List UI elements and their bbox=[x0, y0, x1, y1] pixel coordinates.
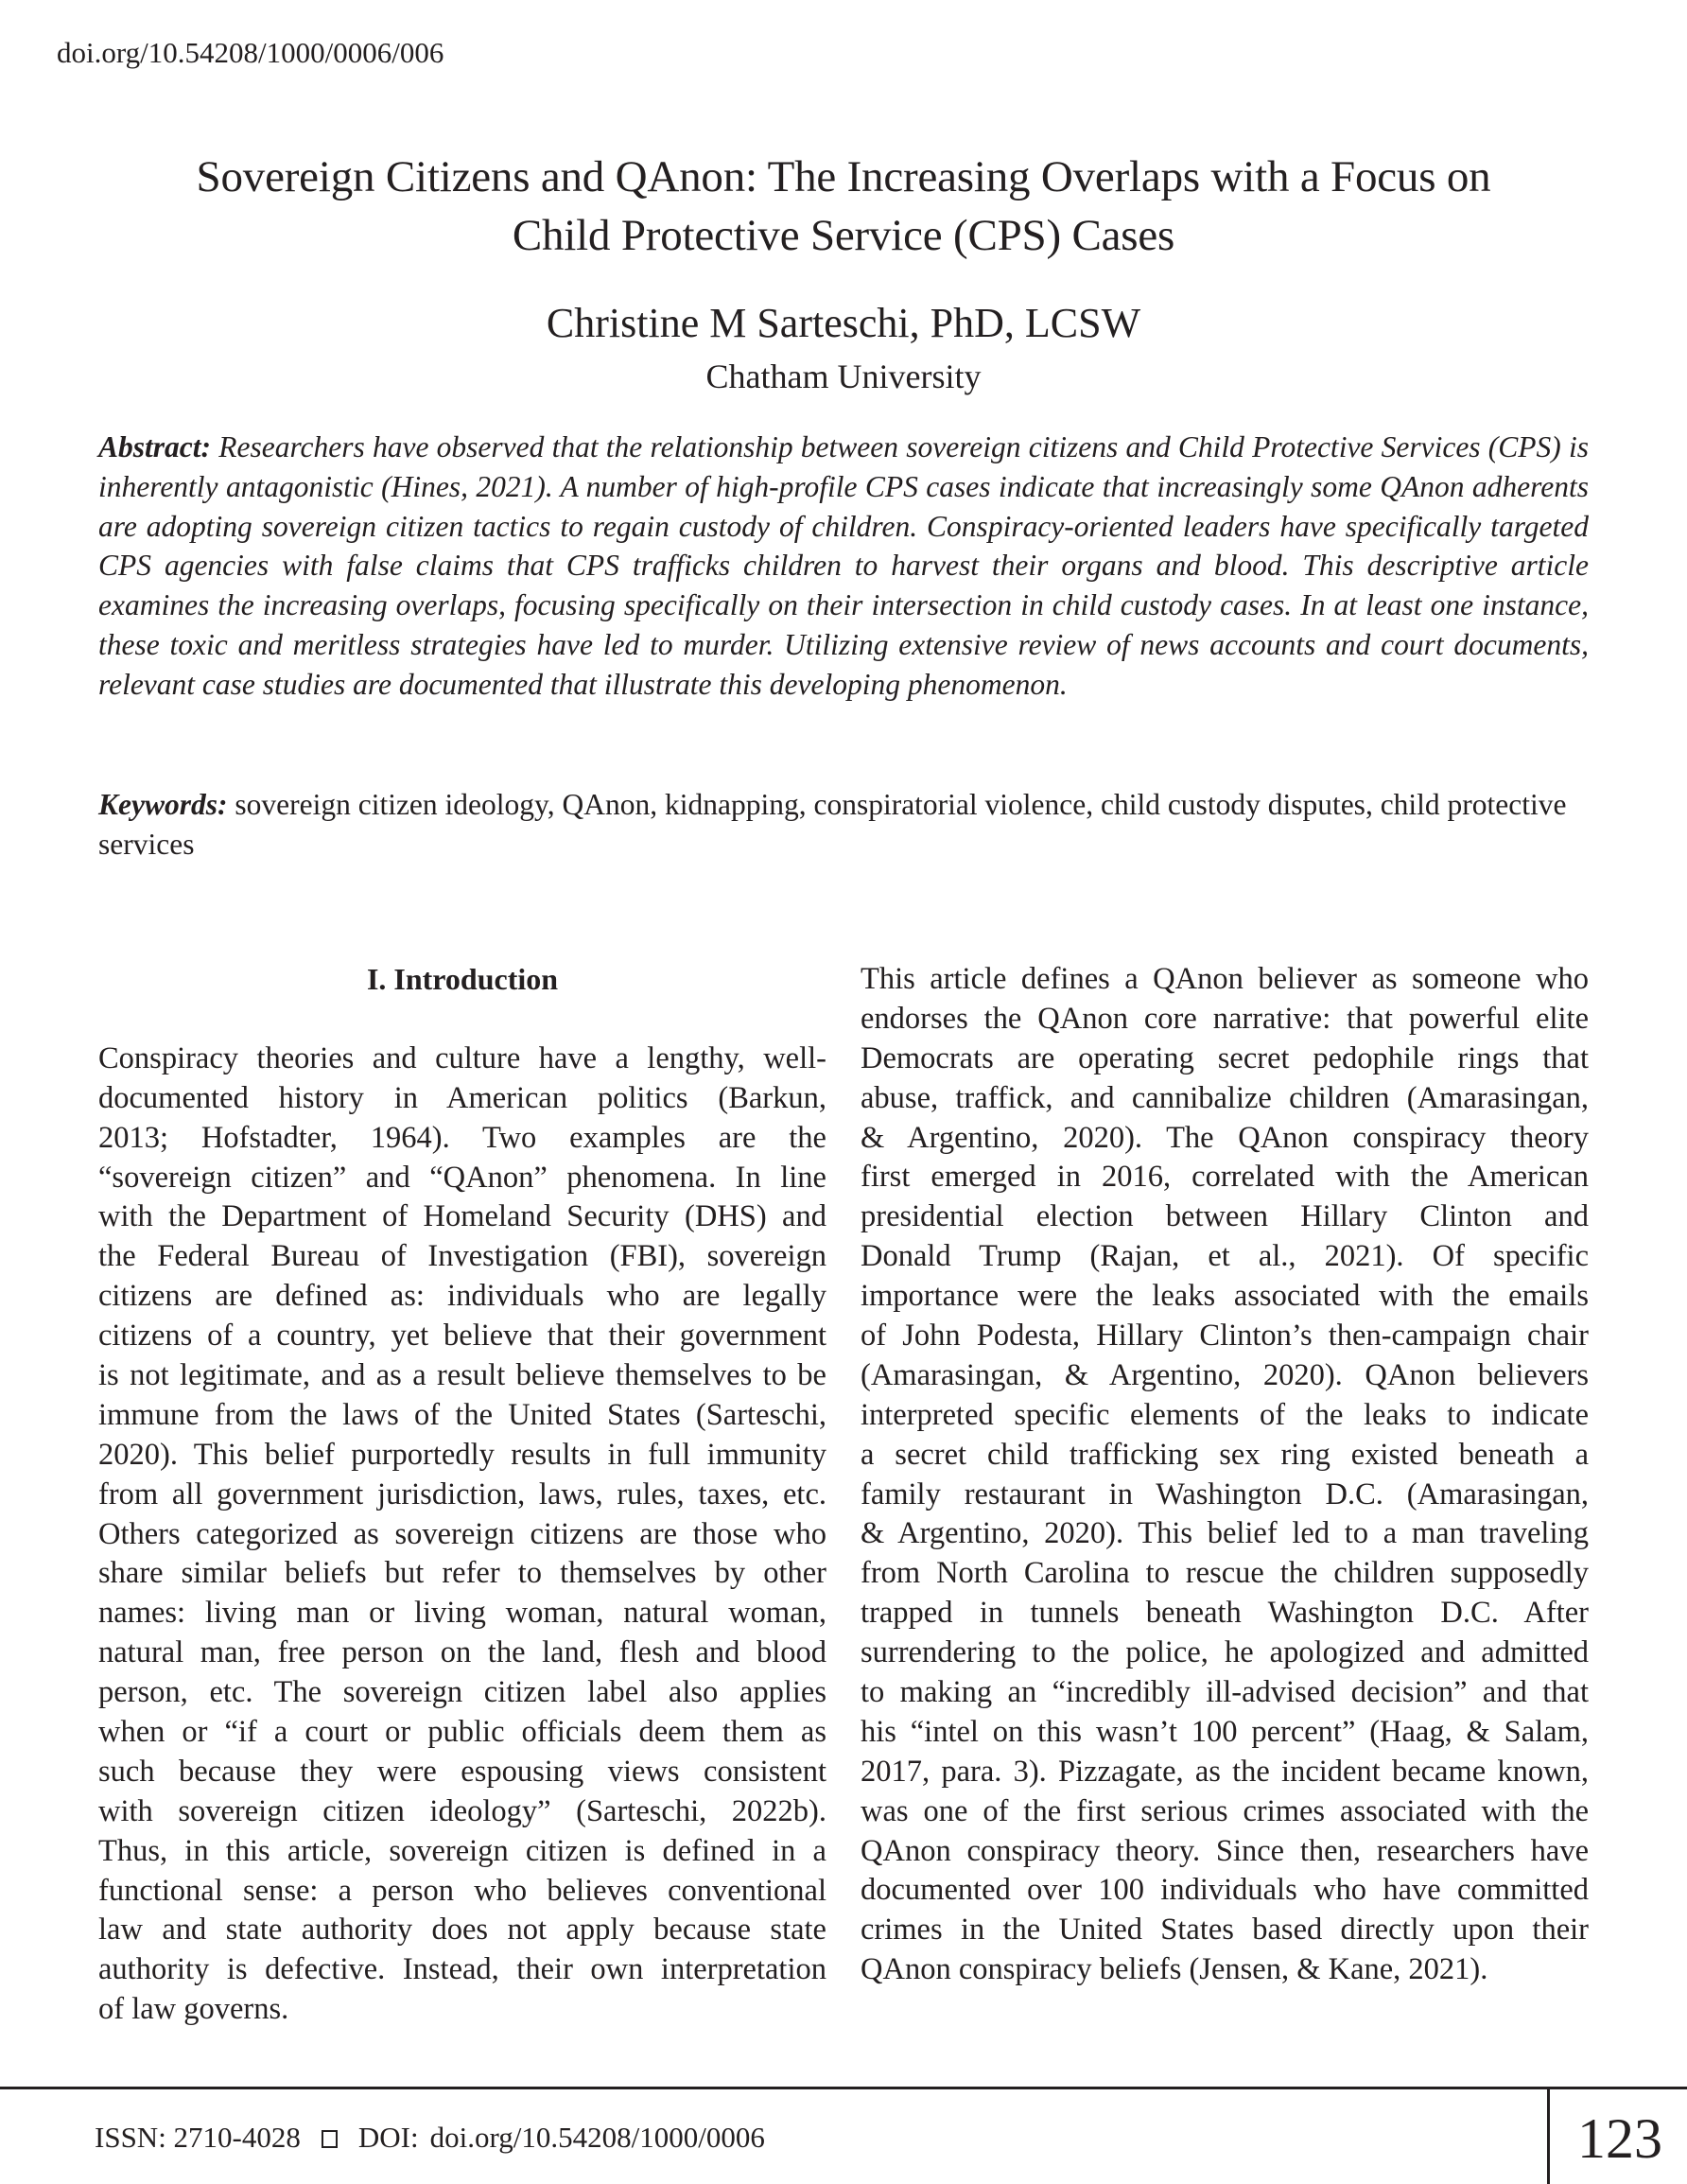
text-line: Thus, in this article, sovereign citizen is defined in a bbox=[98, 1833, 826, 1868]
text-line: Donald Trump (Rajan, et al., 2021). Of specific bbox=[861, 1239, 1589, 1274]
title-line-1: Sovereign Citizens and QAnon: The Increasing Overlaps with a Focus on bbox=[196, 152, 1491, 201]
text-line: functional sense: a person who believes conventional bbox=[98, 1873, 826, 1908]
text-line: 2020). This belief purportedly results in full immunity bbox=[98, 1437, 826, 1472]
text-line: importance were the leaks associated with the emails bbox=[861, 1279, 1589, 1314]
text-line: 2017, para. 3). Pizzagate, as the incident became known, bbox=[861, 1754, 1589, 1789]
text-line: presidential election between Hillary Clinton and bbox=[861, 1199, 1589, 1234]
text-line: documented history in American politics (Barkun, bbox=[98, 1080, 826, 1115]
text-line: & Argentino, 2020). This belief led to a man traveling bbox=[861, 1516, 1589, 1551]
left-column-text bbox=[98, 1040, 826, 2030]
text-line: from North Carolina to rescue the children supposedly bbox=[861, 1556, 1589, 1591]
text-line: is not legitimate, and as a result believe themselves to be bbox=[98, 1358, 826, 1393]
text-line: Others categorized as sovereign citizens are those who bbox=[98, 1516, 826, 1551]
keywords-label: Keywords: bbox=[98, 788, 228, 821]
header-doi: doi.org/10.54208/1000/0006/006 bbox=[57, 36, 444, 69]
text-line: names: living man or living woman, natural woman, bbox=[98, 1596, 826, 1631]
footer-issn: ISSN: 2710-4028 bbox=[95, 2121, 301, 2154]
text-line: This article defines a QAnon believer as someone who bbox=[861, 962, 1589, 996]
text-line: Democrats are operating secret pedophile rings that bbox=[861, 1040, 1589, 1075]
footer-info bbox=[95, 2119, 765, 2157]
page-number: 123 bbox=[1577, 2107, 1662, 2170]
text-line: of John Podesta, Hillary Clinton’s then-campaign chair bbox=[861, 1319, 1589, 1354]
text-line: crimes in the United States based directly upon their bbox=[861, 1913, 1589, 1948]
keywords bbox=[98, 785, 1589, 865]
text-line: natural man, free person on the land, flesh and blood bbox=[98, 1635, 826, 1670]
text-line: surrendering to the police, he apologized and admitted bbox=[861, 1635, 1589, 1670]
footer-divider bbox=[0, 2087, 1687, 2089]
text-line: citizens of a country, yet believe that their government bbox=[98, 1319, 826, 1354]
text-line: & Argentino, 2020). The QAnon conspiracy theory bbox=[861, 1120, 1589, 1155]
text-line: from all government jurisdiction, laws, rules, taxes, etc. bbox=[98, 1476, 826, 1511]
text-line: with the Department of Homeland Security (DHS) and bbox=[98, 1199, 826, 1234]
text-line: with sovereign citizen ideology” (Sarteschi, 2022b). bbox=[98, 1793, 826, 1828]
left-column bbox=[98, 960, 826, 2030]
text-line: a secret child trafficking sex ring existed beneath a bbox=[861, 1437, 1589, 1472]
text-line: share similar beliefs but refer to themselves by other bbox=[98, 1556, 826, 1591]
right-column-text bbox=[861, 960, 1589, 1990]
text-line: QAnon conspiracy theory. Since then, researchers have bbox=[861, 1833, 1589, 1868]
keywords-text: sovereign citizen ideology, QAnon, kidnapping, conspiratorial violence, child custody disputes, child protective services bbox=[98, 788, 1567, 861]
text-line: 2013; Hofstadter, 1964). Two examples are the bbox=[98, 1120, 826, 1155]
text-line: citizens are defined as: individuals who are legally bbox=[98, 1279, 826, 1314]
text-line: interpreted specific elements of the leaks to indicate bbox=[861, 1397, 1589, 1432]
text-line: his “intel on this wasn’t 100 percent” (Haag, & Salam, bbox=[861, 1714, 1589, 1749]
text-line: documented over 100 individuals who have committed bbox=[861, 1873, 1589, 1908]
footer-vertical-divider bbox=[1547, 2088, 1550, 2184]
footer-doi-value: doi.org/10.54208/1000/0006 bbox=[429, 2121, 765, 2154]
footer-doi-label: DOI: bbox=[357, 2121, 419, 2154]
right-column bbox=[861, 960, 1589, 1990]
text-line: person, etc. The sovereign citizen label also applies bbox=[98, 1675, 826, 1710]
text-line: abuse, traffick, and cannibalize children (Amarasingan, bbox=[861, 1080, 1589, 1115]
abstract bbox=[98, 428, 1589, 705]
abstract-label: Abstract: bbox=[98, 430, 212, 463]
section-heading-introduction: I. Introduction bbox=[366, 962, 559, 996]
text-line: “sovereign citizen” and “QAnon” phenomena. In line bbox=[98, 1160, 826, 1195]
title-line-2: Child Protective Service (CPS) Cases bbox=[512, 211, 1175, 260]
text-line: authority is defective. Instead, their own interpretation bbox=[98, 1952, 826, 1987]
text-line: the Federal Bureau of Investigation (FBI), sovereign bbox=[98, 1239, 826, 1274]
text-line: (Amarasingan, & Argentino, 2020). QAnon believers bbox=[861, 1357, 1589, 1392]
abstract-text: Researchers have observed that the relationship between sovereign citizens and Child Protective Services (CPS) is inherently antagonistic (Hines, 2021). A number of high-profile CPS cases indicate that increasingly some QAnon adherents are adopting sovereign citizen tactics to regain custody of children. Conspiracy-oriented leaders have specifically targeted CPS agencies with false claims that CPS trafficks children to harvest their organs and blood. This descriptive article examines the increasing overlaps, focusing specifically on their intersection in child custody cases. In at least one instance, these toxic and meritless strategies have led to murder. Utilizing extensive review of news accounts and court documents, relevant case studies are documented that illustrate this developing phenomenon. bbox=[98, 430, 1589, 701]
text-line: immune from the laws of the United States (Sarteschi, bbox=[98, 1397, 826, 1432]
hollow-square-icon bbox=[322, 2130, 338, 2148]
text-line: to making an “incredibly ill-advised decision” and that bbox=[861, 1675, 1589, 1710]
article-title bbox=[95, 148, 1592, 265]
text-line: of law governs. bbox=[98, 1992, 289, 2027]
text-line: first emerged in 2016, correlated with the American bbox=[861, 1160, 1589, 1195]
text-line: endorses the QAnon core narrative: that powerful elite bbox=[861, 1001, 1589, 1036]
text-line: trapped in tunnels beneath Washington D.C. After bbox=[861, 1596, 1589, 1631]
text-line: was one of the first serious crimes associated with the bbox=[861, 1793, 1589, 1828]
text-line: family restaurant in Washington D.C. (Amarasingan, bbox=[861, 1476, 1589, 1511]
text-line: QAnon conspiracy beliefs (Jensen, & Kane, 2021). bbox=[861, 1952, 1488, 1987]
author-affiliation: Chatham University bbox=[705, 358, 982, 395]
text-line: when or “if a court or public officials deem them as bbox=[98, 1715, 826, 1750]
text-line: such because they were espousing views consistent bbox=[98, 1754, 826, 1789]
text-line: Conspiracy theories and culture have a lengthy, well- bbox=[98, 1040, 826, 1075]
author-name: Christine M Sarteschi, PhD, LCSW bbox=[546, 300, 1141, 346]
text-line: law and state authority does not apply because state bbox=[98, 1913, 826, 1948]
